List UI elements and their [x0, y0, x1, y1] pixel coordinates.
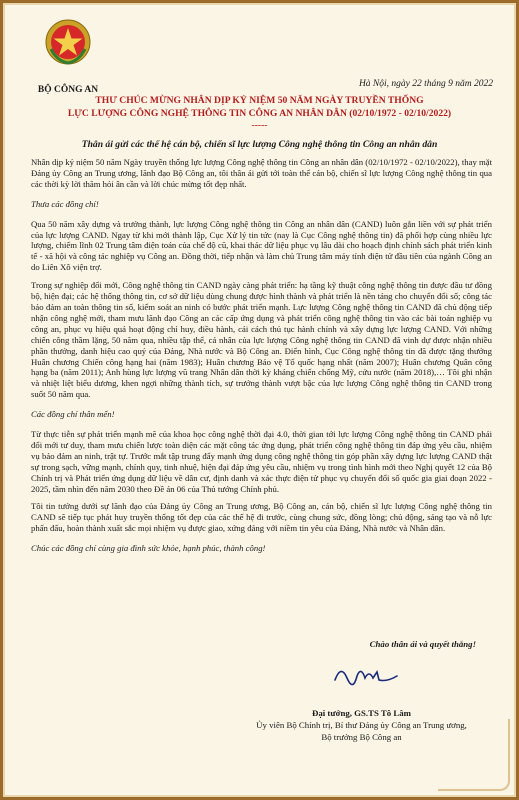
letter-body — [31, 157, 492, 563]
title-separator: ----- — [251, 120, 268, 131]
salutation-2: Các đồng chí thân mến! — [31, 409, 115, 420]
title-line-1: THƯ CHÚC MỪNG NHÂN DỊP KỶ NIỆM 50 NĂM NGÀY TRUYỀN THỐNG — [95, 95, 424, 106]
police-emblem-icon — [45, 19, 91, 65]
closing-line: Chào thân ái và quyết thắng! — [369, 639, 476, 649]
letter-header — [23, 19, 493, 99]
signature-mark — [331, 656, 401, 690]
intro-paragraph: Nhân dịp kỷ niệm 50 năm Ngày truyền thống lực lượng Công nghệ thông tin Công an nhân dân (02/10/1972 - 02/10/2022), thay mặt Đảng ủy Công an Trung ương, lãnh đạo Bộ Công an, tôi thân ái gửi tới toàn thể cán bộ, chiến sĩ lực lượng Công nghệ thông tin qua các thời kỳ lời thăm hỏi ân cần và lời chúc mừng tốt đẹp nhất. — [31, 157, 492, 189]
organization-name: BỘ CÔNG AN — [37, 85, 99, 95]
letter-subtitle: Thân ái gửi các thế hệ cán bộ, chiến sĩ lực lượng Công nghệ thông tin Công an nhân dân — [81, 139, 438, 150]
signature-block — [235, 707, 488, 743]
paragraph-4: Tôi tin tưởng dưới sự lãnh đạo của Đảng ủy Công an Trung ương, Bộ Công an, cán bộ, chiến sĩ lực lượng Công nghệ thông tin CAND sẽ tiếp tục phát huy truyền thống tốt đẹp của các thế hệ đi trước, cùng chung sức, đồng lòng; chủ động, sáng tạo và nỗ lực phấn đấu, hoàn thành xuất sắc mọi nhiệm vụ được giao, xứng đáng với niềm tin yêu của Đảng, Nhà nước và Nhân dân. — [31, 501, 492, 534]
paragraph-2: Trong sự nghiệp đổi mới, Công nghệ thông tin CAND ngày càng phát triển: hạ tầng kỹ thuật công nghệ thông tin được đầu tư đồng bộ, hiện đại; các hệ thống thông tin, cơ sở dữ liệu dùng chung được hình thành và phát triển là nền tảng cho chuyển đổi số; công tác bảo đảm an toàn thông tin số, kiểm soát an ninh có bước phát triển mạnh. Lực lượng Công nghệ thông tin CAND đã chủ động tiếp nhận công nghệ mới, tham mưu lãnh đạo Công an các cấp ứng dụng và phát triển công nghệ thông tin vào các bài toán nghiệp vụ công an, phục vụ hiệu quả hoạt động chỉ huy, điều hành, cải cách thủ tục hành chính và xây dựng lực lượng CAND. Với những chiến công thầm lặng, 50 năm qua, nhiều tập thể, cá nhân của lực lượng Công nghệ thông tin CAND đã vinh dự được nhận nhiều phần thưởng, danh hiệu cao quý của Đảng, Nhà nước và Bộ Công an. Điển hình, Cục Công nghệ thông tin đã được tặng thưởng Huân chương Chiến công hạng hai (năm 1983); Huân chương Bảo vệ Tổ quốc hạng nhất (năm 2007); Huân chương Quân công hạng ba (năm 2011); Anh hùng lực lượng vũ trang Nhân dân thời kỳ kháng chiến chống Mỹ, cứu nước (năm 2018),… Tôi ghi nhận và nhiệt liệt biểu dương, khen ngợi những thành tích, sự trưởng thành vượt bậc của lực lượng Công nghệ thông tin CAND trong suốt 50 năm qua. — [31, 280, 492, 400]
letter-title — [23, 95, 496, 133]
signatory-title-2: Bộ trưởng Bộ Công an — [321, 732, 402, 742]
letter-date: Hà Nội, ngày 22 tháng 9 năm 2022 — [358, 79, 493, 89]
signatory-name: Đại tướng, GS.TS Tô Lâm — [312, 708, 411, 718]
signatory-title-1: Ủy viên Bộ Chính trị, Bí thư Đảng ủy Công an Trung ương, — [256, 720, 467, 730]
wish-line: Chúc các đồng chí cùng gia đình sức khỏe, hạnh phúc, thành công! — [31, 543, 266, 554]
salutation-1: Thưa các đồng chí! — [31, 198, 99, 209]
title-line-2: LỰC LƯỢNG CÔNG NGHỆ THÔNG TIN CÔNG AN NHÂN DÂN (02/10/1972 - 02/10/2022) — [67, 107, 452, 119]
paragraph-3: Từ thực tiễn sự phát triển mạnh mẽ của khoa học công nghệ thời đại 4.0, thời gian tới lực lượng Công nghệ thông tin CAND phải đổi mới tư duy, tham mưu chiến lược toàn diện các mặt công tác ứng dụng, phát triển công nghệ thông tin đáp ứng yêu cầu, nhiệm vụ bảo đảm an ninh, trật tự. Trước mắt tập trung đẩy mạnh ứng dụng công nghệ thông tin góp phần xây dựng lực lượng CAND thật sự trong sạch, vững mạnh, chính quy, tinh nhuệ, hiện đại đáp ứng yêu cầu, nhiệm vụ trong tình hình mới theo Nghị quyết 12 của Bộ Chính trị và Phát triển ứng dụng dữ liệu về dân cư, định danh và xác thực điện tử phục vụ chuyển đổi số quốc gia giai đoạn 2022 - 2025, tầm nhìn đến năm 2030 theo Đề án 06 của Thủ tướng Chính phủ. — [31, 429, 492, 494]
paragraph-1: Qua 50 năm xây dựng và trưởng thành, lực lượng Công nghệ thông tin Công an nhân dân (CAND) luôn gắn liền với sự phát triển của lực lượng CAND. Ngay từ khi mới thành lập, Cục Xử lý tin tức (nay là Cục Công nghệ thông tin) đã phối hợp cùng nhiều lực lượng, chiếm lĩnh 02 Trung tâm điện toán của chế độ cũ, khai thác dữ liệu phục vụ lâu dài cho hoạch định chính sách phát triển kinh tế - xã hội và công tác nghiệp vụ Công an. Đồng thời, tiếp nhận và làm chủ Trung tâm máy tính điện tử đầu tiên của ngành Công an do Liên Xô viện trợ. — [31, 218, 492, 273]
